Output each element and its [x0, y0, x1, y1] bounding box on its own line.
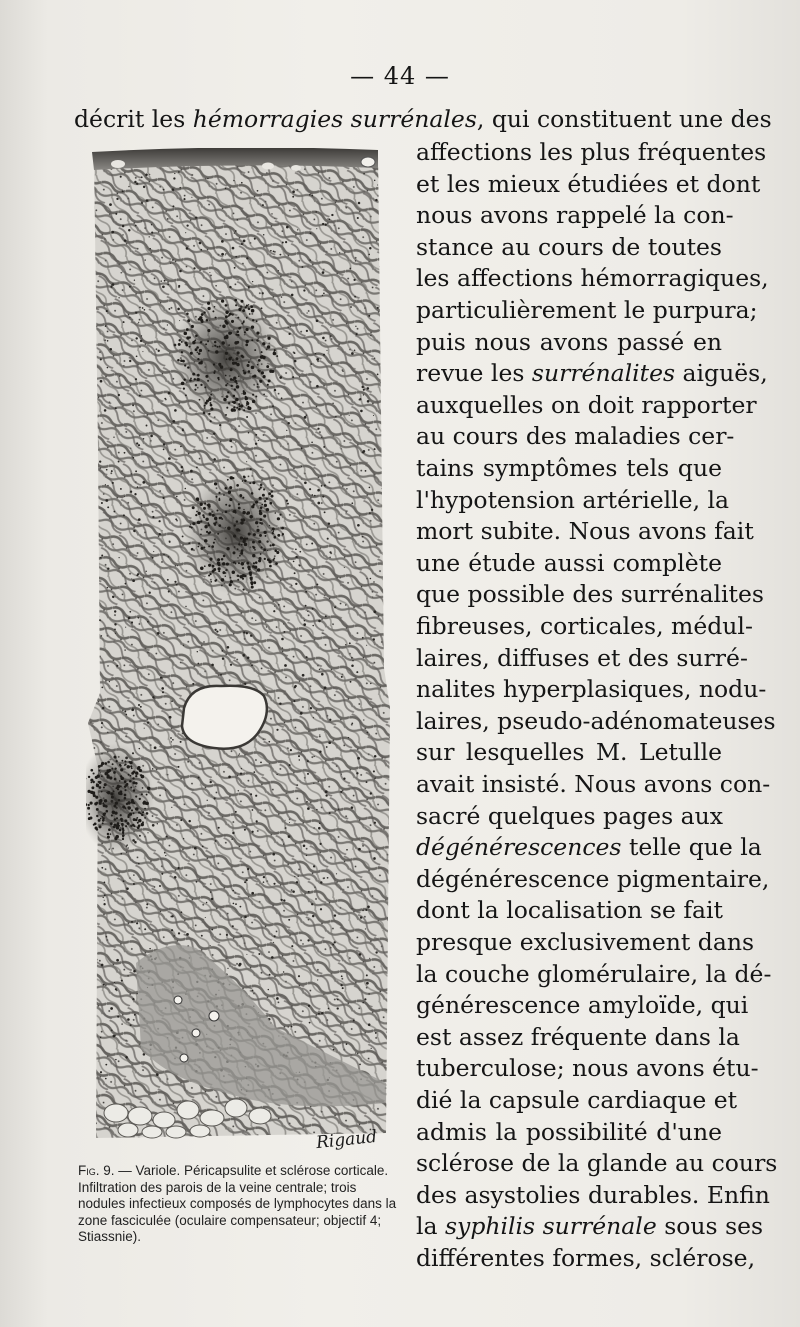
text-line: [416, 1210, 764, 1242]
histology-illustration: [86, 148, 392, 1158]
first-line-post: , qui constituent une des: [476, 105, 772, 133]
text-line: la couche glomérulaire, la dé-: [416, 959, 772, 988]
text-line: sur lesquelles M. Letulle: [416, 738, 722, 767]
text-line: nalites hyperplasiques, nodu-: [416, 675, 767, 704]
text-line: presque exclusivement dans: [416, 928, 755, 956]
text-line: puis nous avons passé en: [416, 327, 722, 356]
line-pre: revue les: [416, 359, 532, 388]
line-italic: surrénalites: [531, 359, 676, 388]
first-text-line: [74, 103, 772, 135]
figure-label: Fig. 9.: [78, 1163, 115, 1178]
text-line: tains symptômes tels que: [416, 454, 722, 482]
text-line: des asystolies durables. Enfin: [416, 1180, 770, 1209]
text-line: dié la capsule cardiaque et: [416, 1086, 738, 1114]
text-line: dont la localisation se fait: [416, 896, 723, 925]
text-line: laires, pseudo-adénomateuses: [416, 706, 776, 735]
page-number: — 44 —: [350, 62, 450, 90]
text-line: auxquelles on doit rapporter: [416, 390, 757, 419]
text-line: avait insisté. Nous avons con-: [416, 770, 771, 798]
figure-caption: [78, 1163, 403, 1246]
text-line: l'hypotension artérielle, la: [416, 485, 730, 514]
text-line: générescence amyloïde, qui: [416, 991, 749, 1020]
text-line: laires, diffuses et des surré-: [416, 643, 748, 672]
text-line: stance au cours de toutes: [416, 232, 722, 261]
line-italic: syphilis surrénale: [445, 1212, 657, 1241]
text-line: mort subite. Nous avons fait: [416, 517, 754, 546]
line-italic: dégénérescences: [416, 833, 622, 862]
first-line-pre: décrit les: [74, 105, 193, 133]
first-line-italic: hémorragies surrénales: [192, 105, 477, 133]
line-pre: la: [416, 1212, 445, 1241]
text-line: que possible des surrénalites: [416, 580, 764, 609]
text-line: une étude aussi complète: [416, 548, 722, 577]
text-line: dégénérescence pigmentaire,: [416, 864, 770, 893]
text-line: sacré quelques pages aux: [416, 801, 723, 830]
text-line: est assez fréquente dans la: [416, 1022, 740, 1051]
artist-signature: Rigaud: [315, 1126, 378, 1154]
text-line: fibreuses, corticales, médul-: [416, 612, 753, 640]
figure-caption-text: — Variole. Péricapsulite et sclérose corticale. Infiltration des parois de la veine centrale; trois nodules infectieux composés de lymphocytes dans la zone fasciculée (oculaire compensateur; objectif 4; Stiassnie).: [78, 1163, 397, 1244]
line-post: telle que la: [621, 833, 762, 862]
text-line: différentes formes, sclérose,: [416, 1244, 756, 1272]
text-line: [416, 831, 762, 863]
line-post: aiguës,: [675, 359, 768, 388]
text-line: au cours des maladies cer-: [416, 422, 735, 451]
text-line: affections les plus fréquentes: [416, 138, 767, 166]
text-line: les affections hémorragiques,: [416, 264, 769, 293]
text-line: [416, 357, 768, 389]
text-line: admis la possibilité d'une: [416, 1117, 722, 1146]
text-line: tuberculose; nous avons étu-: [416, 1054, 759, 1083]
text-line: particulièrement le purpura;: [416, 296, 758, 324]
histology-figure: [86, 148, 392, 1158]
text-line: nous avons rappelé la con-: [416, 201, 734, 230]
text-line: et les mieux étudiées et dont: [416, 169, 761, 198]
text-line: sclérose de la glande au cours: [416, 1149, 778, 1178]
line-post: sous ses: [656, 1212, 764, 1241]
